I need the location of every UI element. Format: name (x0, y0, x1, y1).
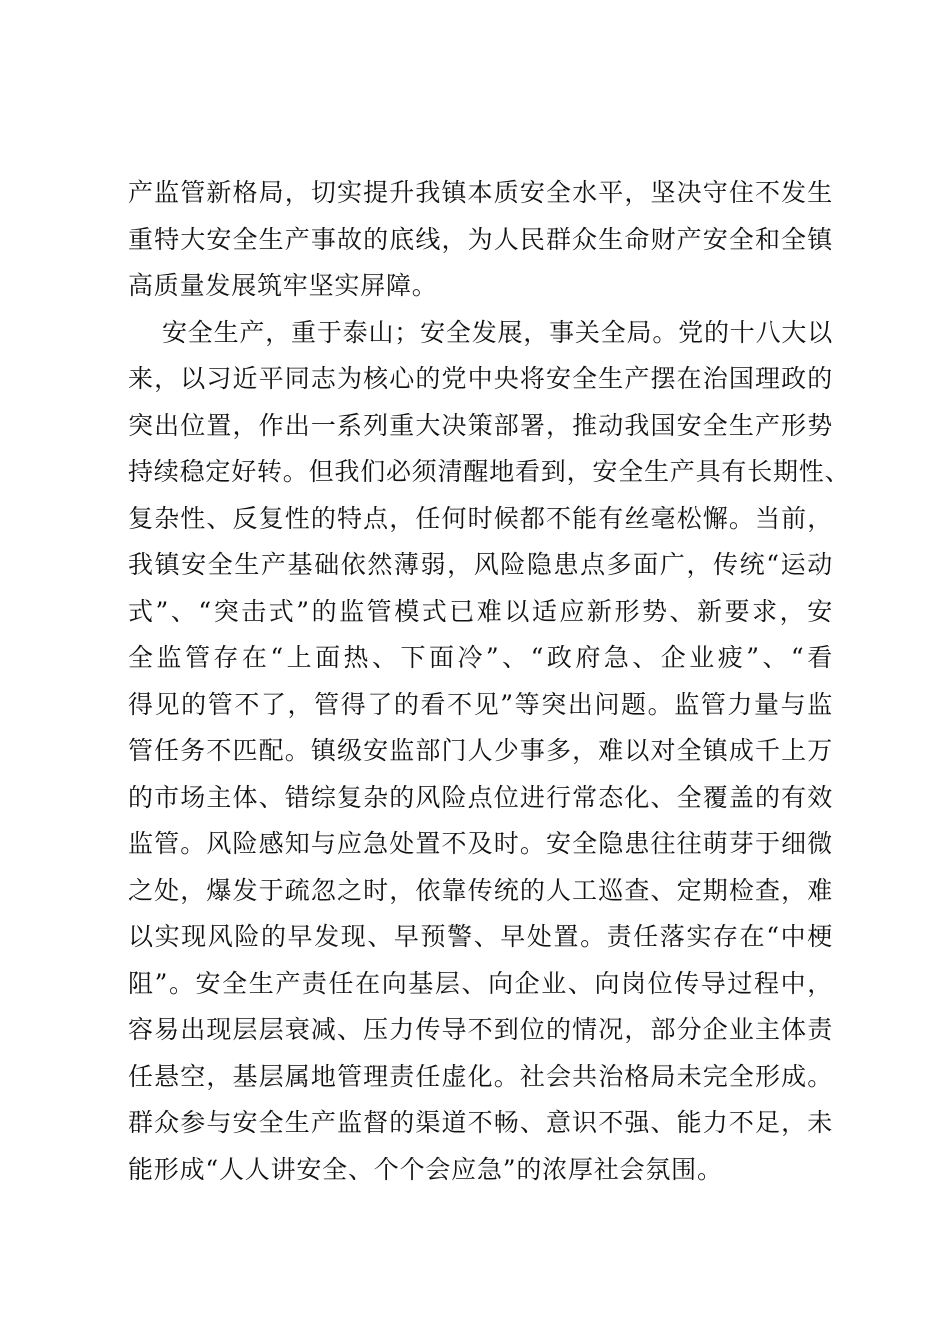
text-line: 以实现风险的早发现、早预警、早处置。责任落实存在“中梗 (128, 922, 833, 951)
text-line: 监管。风险感知与应急处置不及时。安全隐患往往萌芽于细微 (128, 829, 833, 858)
text-line: 产监管新格局，切实提升我镇本质安全水平，坚决守住不发生 (128, 178, 833, 207)
text-line: 阻”。安全生产责任在向基层、向企业、向岗位传导过程中， (128, 968, 833, 998)
text-line: 来，以习近平同志为核心的党中央将安全生产摆在治国理政的 (128, 364, 833, 393)
text-line: 安全生产，重于泰山；安全发展，事关全局。党的十八大以 (162, 317, 833, 347)
text-line: 复杂性、反复性的特点，任何时候都不能有丝毫松懈。当前， (128, 503, 833, 533)
text-line: 能形成“人人讲安全、个个会应急”的浓厚社会氛围。 (128, 1154, 723, 1184)
text-line: 突出位置，作出一系列重大决策部署，推动我国安全生产形势 (128, 410, 833, 440)
text-line: 我镇安全生产基础依然薄弱，风险隐患点多面广，传统“运动 (128, 550, 833, 579)
text-line: 得见的管不了，管得了的看不见”等突出问题。监管力量与监 (128, 689, 833, 719)
text-line: 高质量发展筑牢坚实屏障。 (128, 271, 438, 300)
text-line: 全监管存在“上面热、下面冷”、“政府急、企业疲”、“看 (128, 643, 833, 672)
paragraph-2 (128, 310, 851, 1194)
paragraph-1 (128, 170, 833, 310)
text-line: 式”、“突击式”的监管模式已难以适应新形势、新要求，安 (128, 596, 833, 626)
text-line: 群众参与安全生产监督的渠道不畅、意识不强、能力不足，未 (128, 1108, 833, 1137)
text-line: 的市场主体、错综复杂的风险点位进行常态化、全覆盖的有效 (128, 782, 833, 812)
text-line: 任悬空，基层属地管理责任虚化。社会共治格局未完全形成。 (128, 1061, 833, 1091)
text-line: 之处，爆发于疏忽之时，依靠传统的人工巡查、定期检查，难 (128, 875, 833, 905)
body-text (128, 170, 851, 1193)
text-line: 容易出现层层衰减、压力传导不到位的情况，部分企业主体责 (128, 1015, 833, 1044)
text-line: 管任务不匹配。镇级安监部门人少事多，难以对全镇成千上万 (128, 736, 833, 765)
text-line: 重特大安全生产事故的底线，为人民群众生命财产安全和全镇 (128, 224, 833, 254)
text-line: 持续稳定好转。但我们必须清醒地看到，安全生产具有长期性、 (128, 457, 851, 486)
